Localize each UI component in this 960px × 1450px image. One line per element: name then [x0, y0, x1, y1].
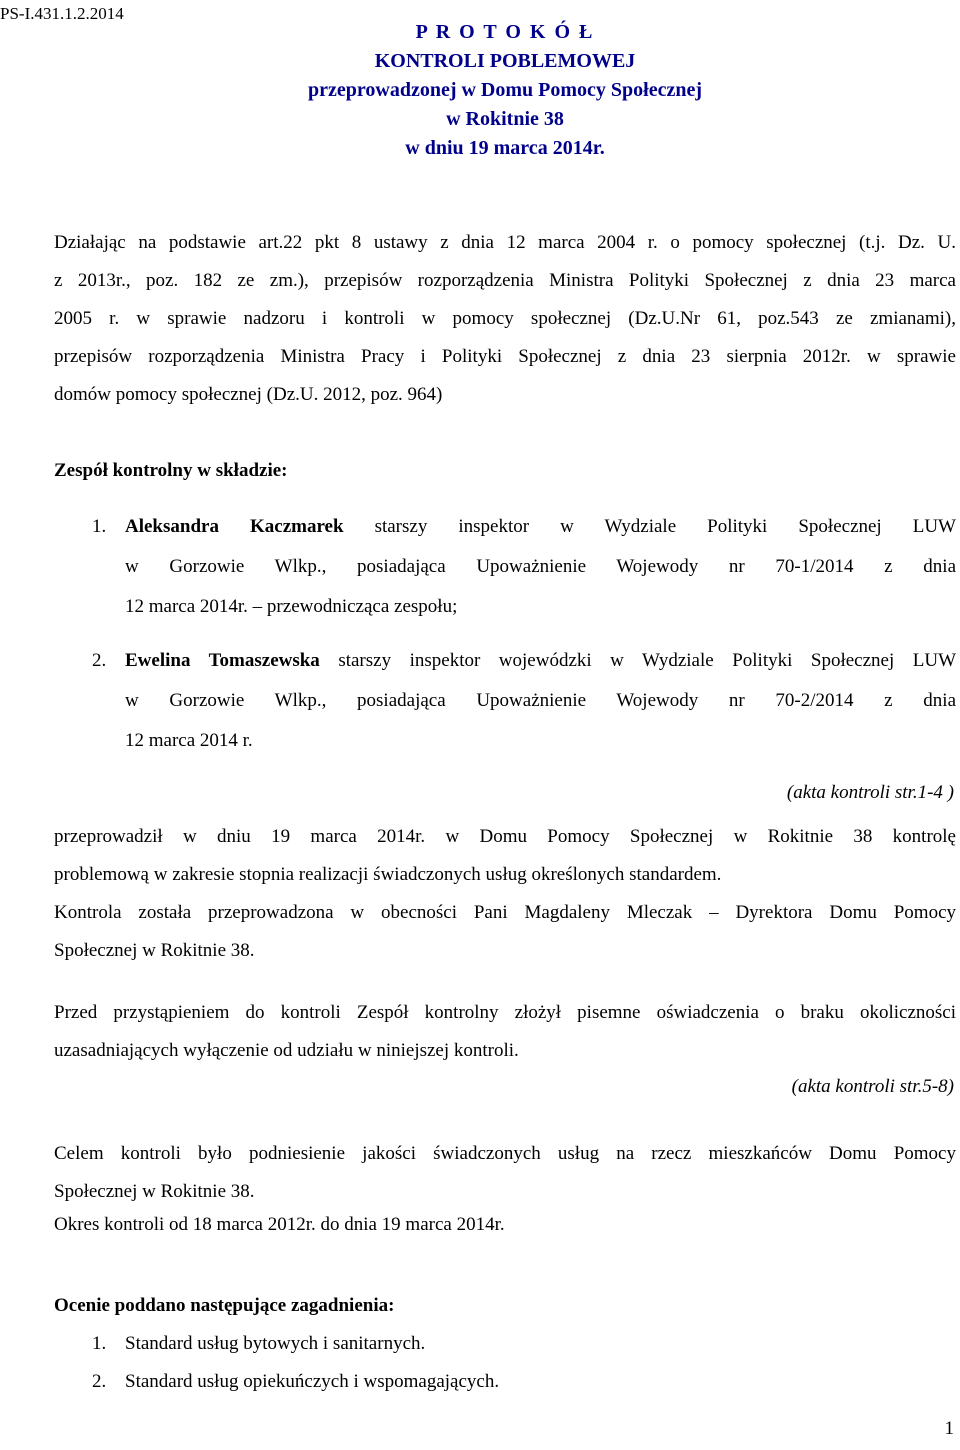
title-control-type: KONTROLI POBLEMOWEJ	[374, 50, 636, 72]
team-member-number: 1.	[92, 516, 107, 537]
page-number: 1	[944, 1418, 954, 1439]
team-member-line	[125, 641, 956, 681]
team-member-role: starszy inspektor w Wydziale Polityki Społecznej LUW	[374, 516, 956, 537]
team-member-1	[125, 507, 956, 627]
team-member-line: 12 marca 2014r. – przewodnicząca zespołu;	[125, 596, 458, 617]
team-member-number: 2.	[92, 650, 107, 671]
paragraph-line: uzasadniających wyłączenie od udziału w niniejszej kontroli.	[54, 1040, 519, 1061]
legal-basis-line: 2005 r. w sprawie nadzoru i kontroli w pomocy społecznej (Dz.U.Nr 61, poz.543 ze zmianami),	[54, 308, 956, 329]
issue-number: 2.	[92, 1371, 107, 1392]
paragraph-line: Kontrola została przeprowadzona w obecności Pani Magdaleny Mleczak – Dyrektora Domu Pomocy	[54, 902, 956, 923]
file-reference: (akta kontroli str.1-4 )	[786, 782, 954, 803]
paragraph-line: Społecznej w Rokitnie 38.	[54, 940, 255, 961]
team-member-line: w Gorzowie Wlkp., posiadająca Upoważnienie Wojewody nr 70-2/2014 z dnia	[125, 690, 956, 711]
title-protocol: P R O T O K Ó Ł	[415, 21, 595, 43]
paragraph-line: Celem kontroli było podniesienie jakości świadczonych usług na rzecz mieszkańców Domu Pomocy	[54, 1143, 956, 1164]
team-member-line: 12 marca 2014 r.	[125, 730, 253, 751]
paragraph-line: Przed przystąpieniem do kontroli Zespół kontrolny złożył pisemne oświadczenia o braku okoliczności	[54, 1002, 956, 1023]
legal-basis-paragraph	[54, 224, 956, 414]
team-member-line	[125, 507, 956, 547]
team-member-2	[125, 641, 956, 761]
legal-basis-line: domów pomocy społecznej (Dz.U. 2012, poz. 964)	[54, 384, 443, 405]
document-reference: PS-I.431.1.2.2014	[0, 4, 124, 23]
paragraph-line: przeprowadził w dniu 19 marca 2014r. w Domu Pomocy Społecznej w Rokitnie 38 kontrolę	[54, 826, 956, 847]
title-location: w Rokitnie 38	[446, 108, 564, 130]
team-member-role: starszy inspektor wojewódzki w Wydziale Polityki Społecznej LUW	[338, 650, 957, 671]
legal-basis-line: Działając na podstawie art.22 pkt 8 ustawy z dnia 12 marca 2004 r. o pomocy społecznej (t.j. Dz. U.	[54, 232, 956, 253]
control-period: Okres kontroli od 18 marca 2012r. do dnia 19 marca 2014r.	[54, 1214, 505, 1235]
legal-basis-line: przepisów rozporządzenia Ministra Pracy i Polityki Społecznej z dnia 23 sierpnia 2012r. w sprawie	[54, 346, 956, 367]
issue-number: 1.	[92, 1333, 107, 1354]
issues-heading: Ocenie poddano następujące zagadnienia:	[54, 1295, 395, 1316]
conducted-paragraph	[54, 818, 956, 970]
paragraph-line: Społecznej w Rokitnie 38.	[54, 1181, 255, 1202]
file-reference: (akta kontroli str.5-8)	[791, 1076, 954, 1097]
goal-paragraph	[54, 1135, 956, 1211]
team-heading: Zespół kontrolny w składzie:	[54, 460, 288, 481]
title-date: w dniu 19 marca 2014r.	[405, 137, 605, 159]
statement-paragraph	[54, 994, 956, 1070]
issue-item: Standard usług bytowych i sanitarnych.	[125, 1333, 426, 1354]
legal-basis-line: z 2013r., poz. 182 ze zm.), przepisów rozporządzenia Ministra Polityki Społecznej z dnia 23 marca	[54, 270, 956, 291]
paragraph-line: problemową w zakresie stopnia realizacji świadczonych usług określonych standardem.	[54, 864, 722, 885]
team-member-name: Aleksandra Kaczmarek	[125, 516, 344, 537]
team-member-name: Ewelina Tomaszewska	[125, 650, 320, 671]
document-title	[0, 18, 960, 163]
issue-item: Standard usług opiekuńczych i wspomagających.	[125, 1371, 500, 1392]
team-member-line: w Gorzowie Wlkp., posiadająca Upoważnienie Wojewody nr 70-1/2014 z dnia	[125, 556, 956, 577]
title-institution: przeprowadzonej w Domu Pomocy Społecznej	[307, 79, 702, 101]
